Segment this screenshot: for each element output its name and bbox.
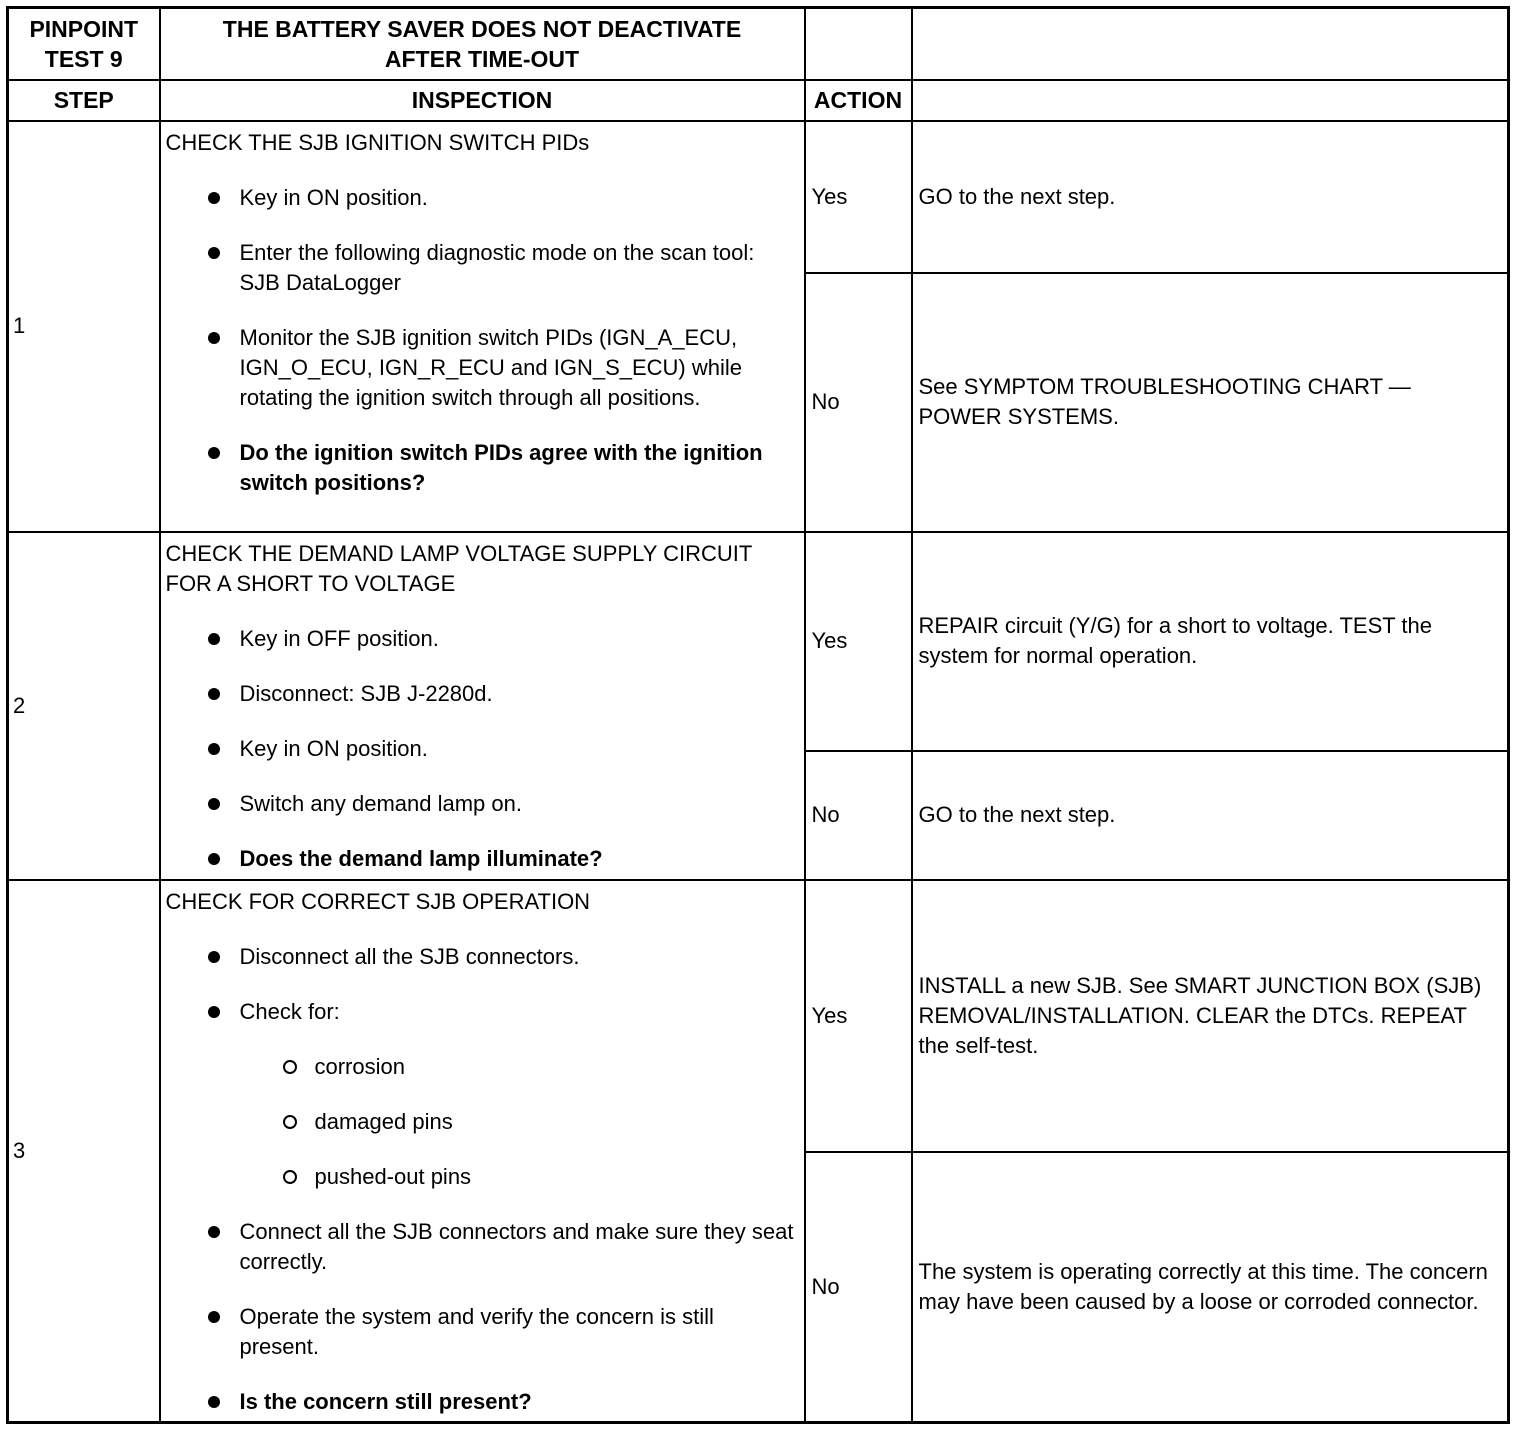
bullet-icon — [208, 798, 220, 810]
inspection-question: Does the demand lamp illuminate? — [166, 844, 794, 874]
bullet-icon — [208, 447, 220, 459]
circle-bullet-icon — [283, 1170, 297, 1184]
result-no: The system is operating correctly at this time. The concern may have been caused by a loose or corroded connector. — [912, 1152, 1509, 1422]
column-header-step: STEP — [8, 80, 160, 121]
bullet-icon — [208, 192, 220, 204]
inspection-item: Key in ON position. — [166, 183, 794, 213]
result-no: GO to the next step. — [912, 751, 1509, 880]
step-2-yes-row — [8, 532, 1509, 751]
bullet-icon — [208, 1226, 220, 1238]
inspection-item: Connect all the SJB connectors and make sure they seat correctly. — [166, 1217, 794, 1277]
inspection-item: Key in ON position. — [166, 734, 794, 764]
step-number: 3 — [8, 880, 160, 1423]
title-empty-cell — [912, 8, 1509, 80]
pinpoint-test-table — [6, 6, 1510, 1424]
bullet-icon — [208, 1396, 220, 1408]
column-header-inspection: INSPECTION — [160, 80, 805, 121]
step-1-yes-row — [8, 121, 1509, 273]
inspection-item: Key in OFF position. — [166, 624, 794, 654]
bullet-icon — [208, 332, 220, 344]
inspection-sub-item: damaged pins — [166, 1107, 794, 1137]
column-header-action: ACTION — [805, 80, 912, 121]
action-yes: Yes — [805, 532, 912, 751]
inspection-item: Disconnect all the SJB connectors. — [166, 942, 794, 972]
bullet-icon — [208, 633, 220, 645]
inspection-item: Disconnect: SJB J-2280d. — [166, 679, 794, 709]
step-3-inspection — [160, 880, 805, 1423]
step-number: 1 — [8, 121, 160, 532]
inspection-sub-item: corrosion — [166, 1052, 794, 1082]
circle-bullet-icon — [283, 1115, 297, 1129]
test-title: THE BATTERY SAVER DOES NOT DEACTIVATE AFTER TIME-OUT — [160, 8, 805, 80]
inspection-item: Enter the following diagnostic mode on the scan tool: SJB DataLogger — [166, 238, 794, 298]
bullet-icon — [208, 688, 220, 700]
result-yes: GO to the next step. — [912, 121, 1509, 273]
action-no: No — [805, 751, 912, 880]
bullet-icon — [208, 247, 220, 259]
inspection-item: Monitor the SJB ignition switch PIDs (IGN_A_ECU, IGN_O_ECU, IGN_R_ECU and IGN_S_ECU) while rotating the ignition switch through all positions. — [166, 323, 794, 413]
inspection-sub-item: pushed-out pins — [166, 1162, 794, 1192]
column-header-empty — [912, 80, 1509, 121]
result-no: See SYMPTOM TROUBLESHOOTING CHART — POWER SYSTEMS. — [912, 273, 1509, 532]
step-1-inspection — [160, 121, 805, 532]
action-yes: Yes — [805, 121, 912, 273]
inspection-item: Check for: — [166, 997, 794, 1027]
column-header-row — [8, 80, 1509, 121]
bullet-icon — [208, 951, 220, 963]
title-row — [8, 8, 1509, 80]
bullet-icon — [208, 743, 220, 755]
inspection-question: Is the concern still present? — [166, 1387, 794, 1417]
inspection-item: Operate the system and verify the concern is still present. — [166, 1302, 794, 1362]
circle-bullet-icon — [283, 1060, 297, 1074]
step-2-inspection — [160, 532, 805, 880]
bullet-icon — [208, 1006, 220, 1018]
step-title: CHECK THE DEMAND LAMP VOLTAGE SUPPLY CIRCUIT FOR A SHORT TO VOLTAGE — [165, 540, 752, 596]
action-no: No — [805, 273, 912, 532]
bullet-icon — [208, 853, 220, 865]
result-yes: REPAIR circuit (Y/G) for a short to voltage. TEST the system for normal operation. — [912, 532, 1509, 751]
step-title: CHECK FOR CORRECT SJB OPERATION — [165, 888, 591, 914]
action-no: No — [805, 1152, 912, 1422]
title-empty-cell — [805, 8, 912, 80]
test-label: PINPOINT TEST 9 — [8, 8, 160, 80]
step-title: CHECK THE SJB IGNITION SWITCH PIDs — [165, 129, 590, 155]
result-yes: INSTALL a new SJB. See SMART JUNCTION BOX (SJB) REMOVAL/INSTALLATION. CLEAR the DTCs. REPEAT the self-test. — [912, 880, 1509, 1152]
inspection-item: Switch any demand lamp on. — [166, 789, 794, 819]
inspection-question: Do the ignition switch PIDs agree with the ignition switch positions? — [166, 438, 794, 498]
step-3-yes-row — [8, 880, 1509, 1152]
action-yes: Yes — [805, 880, 912, 1152]
bullet-icon — [208, 1311, 220, 1323]
step-number: 2 — [8, 532, 160, 880]
